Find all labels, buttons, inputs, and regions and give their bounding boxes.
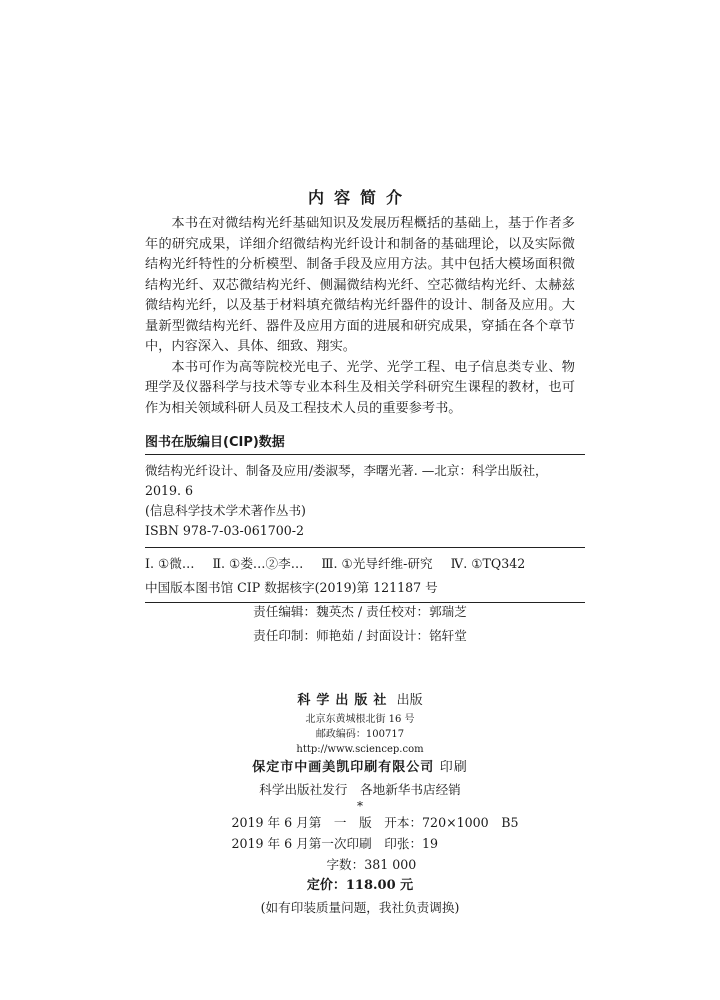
cip-record [145, 455, 585, 541]
publisher-url: http://www.sciencep.com [296, 744, 424, 755]
cip-class-item: Ⅲ. ①光导纤维-研究 [321, 556, 433, 571]
cip-series-line: (信息科学技术学术著作丛书) [145, 503, 306, 518]
book-specs [231, 812, 518, 875]
cip-classification [145, 548, 585, 574]
publisher-name: 科学出版社 [297, 693, 393, 708]
summary-text [145, 214, 575, 419]
staff-credits [0, 600, 720, 648]
cip-class-item: Ⅳ. ①TQ342 [450, 556, 526, 571]
publisher-postcode: 邮政编码：100717 [315, 729, 405, 740]
price: 定价：118.00 元 [306, 878, 414, 893]
cip-title-line: 微结构光纤设计、制备及应用/娄淑琴，李曙光著. —北京：科学出版社， [145, 463, 548, 478]
publisher-address: 北京东黄城根北街 16 号 [305, 714, 415, 725]
printer-line [0, 757, 720, 779]
edition-line: 2019 年 6 月第 一 版 开本：720×1000 B5 [231, 815, 519, 830]
imprint-block [0, 690, 720, 918]
cip-heading: 图书在版编目(CIP)数据 [145, 432, 585, 455]
cip-block [145, 432, 585, 603]
cip-date-line: 2019. 6 [145, 483, 194, 498]
printing-line: 2019 年 6 月第一次印刷 印张：19 [231, 836, 439, 851]
publisher-suffix: 出版 [396, 693, 423, 708]
summary-paragraph: 本书可作为高等院校光电子、光学、光学工程、电子信息类专业、物理学及仪器科学与技术等专业本科生及相关学科研究生课程的教材，也可作为相关领域科研人员及工程技术人员的重要参考书。 [145, 359, 575, 416]
distribution-line: 科学出版社发行 各地新华书店经销 [259, 782, 461, 797]
publisher-line [0, 690, 720, 712]
quality-notice: (如有印装质量问题，我社负责调换) [260, 900, 460, 915]
staff-line: 责任印制：师艳茹 / 封面设计：铭轩堂 [253, 628, 467, 643]
summary-paragraph: 本书在对微结构光纤基础知识及发展历程概括的基础上，基于作者多年的研究成果，详细介绍微结构光纤设计和制备的基础理论，以及实际微结构光纤特性的分析模型、制备手段及应用方法。其中包括大模场面积微结构光纤、双芯微结构光纤、侧漏微结构光纤、空芯微结构光纤、太赫兹微结构光纤，以及基于材料填充微结构光纤器件的设计、制备及应用。大量新型微结构光纤、器件及应用方面的进展和研究成果，穿插在各个章节中，内容深入、具体、细致、翔实。 [145, 216, 575, 354]
separator-star: * [357, 799, 363, 813]
cip-class-item: Ⅰ. ①微… [145, 556, 195, 571]
cip-class-item: Ⅱ. ①娄…②李… [212, 556, 304, 571]
cip-isbn: ISBN 978-7-03-061700-2 [145, 523, 305, 538]
printer-name: 保定市中画美凯印刷有限公司 [252, 760, 435, 775]
summary-title: 内容简介 [307, 188, 412, 207]
staff-line: 责任编辑：魏英杰 / 责任校对：郭瑞芝 [253, 604, 467, 619]
word-count: 字数：381 000 [326, 857, 417, 872]
printer-suffix: 印刷 [439, 760, 468, 775]
cip-number: 中国版本图书馆 CIP 数据核字(2019)第 121187 号 [145, 574, 585, 603]
